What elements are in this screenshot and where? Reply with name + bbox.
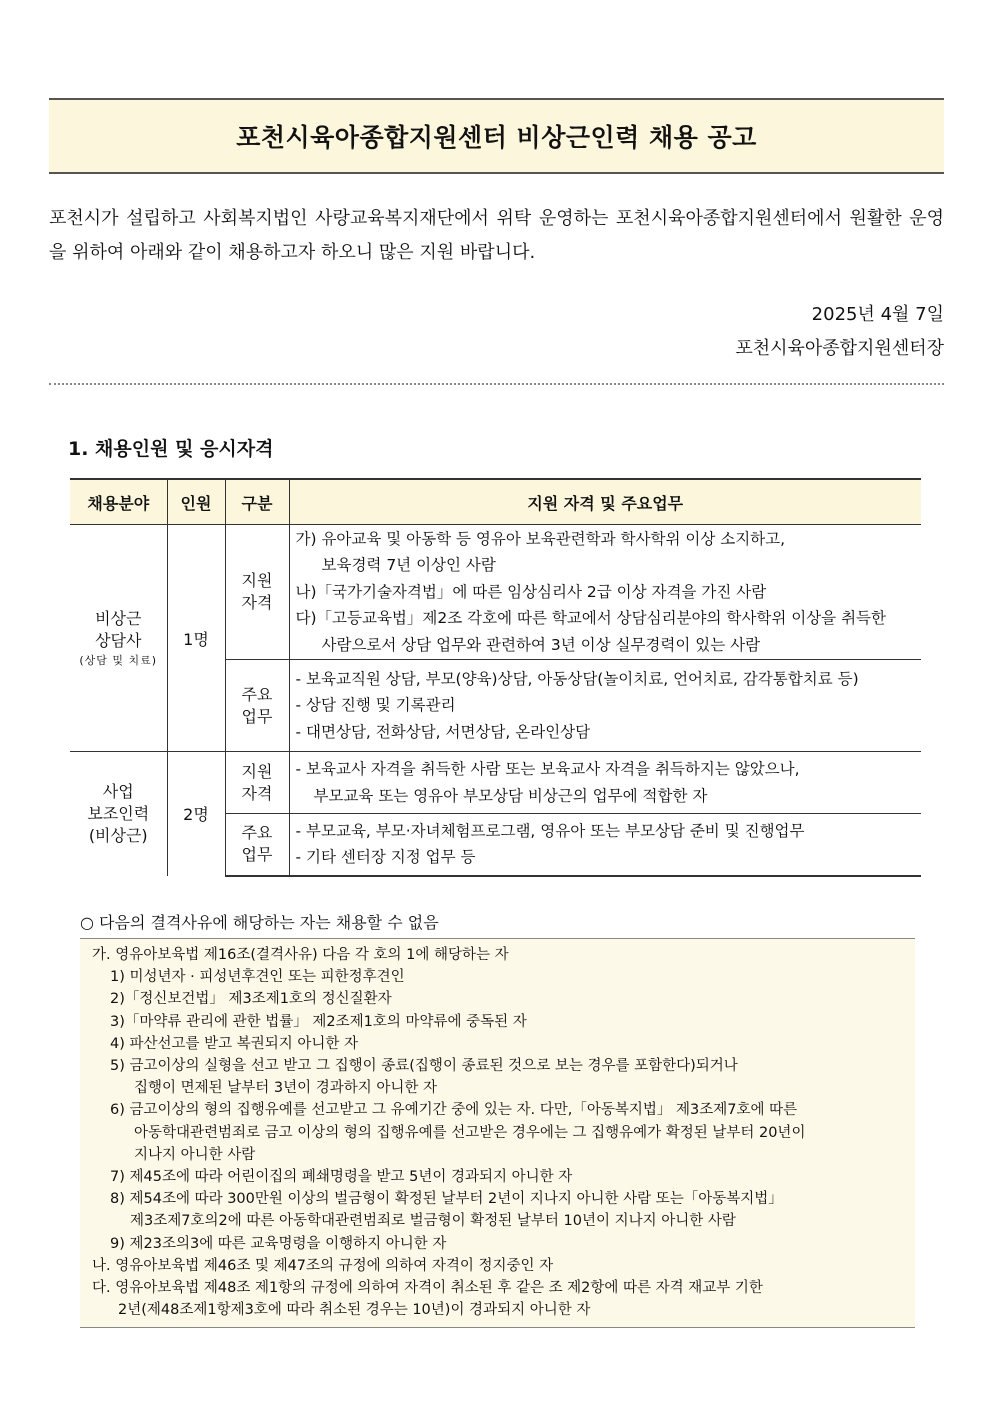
- table-header-row: [70, 479, 921, 525]
- disqualification-line: 6) 금고이상의 형의 집행유예를 선고받고 그 유예기간 중에 있는 자. 다만,「아동복지법」 제3조제7호에 따른: [110, 1102, 798, 1119]
- field-note: (상담 및 치료): [79, 654, 158, 667]
- field-name-line: 사업: [102, 781, 134, 801]
- duty-label: 주요: [241, 684, 273, 704]
- disqualification-line: 8) 제54조에 따라 300만원 이상의 벌금형이 확정된 날부터 2년이 지나지 아니한 사람 또는「아동복지법」: [110, 1191, 783, 1208]
- duty-details-cell: [289, 814, 921, 876]
- count-cell: 1명: [167, 525, 225, 752]
- header-category: 구분: [225, 479, 289, 525]
- recruitment-table: [70, 478, 921, 877]
- duty-label: 업무: [241, 845, 273, 865]
- detail-line: 사람으로서 상담 업무와 관련하여 3년 이상 실무경력이 있는 사람: [321, 635, 761, 654]
- detail-line: - 대면상담, 전화상담, 서면상담, 온라인상담: [295, 722, 591, 741]
- detail-line: 다)「고등교육법」제2조 각호에 따른 학교에서 상담심리분야의 학사학위 이상을 취득한: [295, 609, 886, 628]
- qual-label-cell: [225, 525, 289, 660]
- field-name-line: 보조인력: [87, 803, 150, 823]
- disqualification-line: 1) 미성년자 · 피성년후견인 또는 피한정후견인: [110, 969, 405, 986]
- title-box: [49, 98, 944, 174]
- duty-label: 주요: [241, 823, 273, 843]
- duty-details-cell: [289, 660, 921, 752]
- disqualification-line: 다. 영유아보육법 제48조 제1항의 규정에 의하여 자격이 취소된 후 같은 조 제2항에 따른 자격 재교부 기한: [92, 1280, 763, 1297]
- disqualification-line: 제3조제7호의2에 따른 아동학대관련범죄로 벌금형이 확정된 날부터 10년이 지나지 아니한 사람: [130, 1213, 736, 1230]
- section-title: 1. 채용인원 및 응시자격: [68, 438, 274, 460]
- duty-label: 업무: [241, 706, 273, 726]
- header-details: 지원 자격 및 주요업무: [289, 479, 921, 525]
- intro-paragraph: 포천시가 설립하고 사회복지법인 사랑교육복지재단에서 위탁 운영하는 포천시육아종합지원센터에서 원활한 운영을 위하여 아래와 같이 채용하고자 하오니 많은 지원 바랍니다.: [49, 208, 944, 263]
- disqualification-line: 가. 영유아보육법 제16조(결격사유) 다음 각 호의 1에 해당하는 자: [92, 947, 509, 963]
- dotted-divider: [49, 383, 944, 385]
- detail-line: 부모교육 또는 영유아 부모상담 비상근의 업무에 적합한 자: [313, 786, 708, 805]
- disqualification-line: 집행이 면제된 날부터 3년이 경과하지 아니한 자: [134, 1080, 438, 1097]
- disqualification-line: 9) 제23조의3에 따른 교육명령을 이행하지 아니한 자: [110, 1235, 447, 1252]
- detail-line: - 상담 진행 및 기록관리: [295, 696, 456, 715]
- header-field: 채용분야: [70, 479, 167, 525]
- disqualification-line: 2년(제48조제1항제3호에 따라 취소된 경우는 10년)이 경과되지 아니한 자: [118, 1302, 591, 1319]
- qual-label: 지원: [241, 761, 273, 781]
- table-row: [70, 525, 921, 660]
- qual-label-cell: [225, 752, 289, 814]
- qual-details-cell: [289, 752, 921, 814]
- detail-line: - 보육교직원 상담, 부모(양육)상담, 아동상담(놀이치료, 언어치료, 감각통합치료 등): [295, 669, 859, 688]
- qual-details-cell: [289, 525, 921, 660]
- field-cell: [70, 525, 167, 752]
- page-title: 포천시육아종합지원센터 비상근인력 채용 공고: [236, 123, 757, 152]
- detail-line: - 기타 센터장 지정 업무 등: [295, 848, 476, 867]
- detail-line: - 보육교사 자격을 취득한 사람 또는 보육교사 자격을 취득하지는 않았으나,: [295, 760, 800, 778]
- detail-line: 보육경력 7년 이상인 사람: [321, 556, 496, 575]
- detail-line: 가) 유아교육 및 아동학 등 영유아 보육관련학과 학사학위 이상 소지하고,: [295, 529, 786, 548]
- disqualification-line: 5) 금고이상의 실형을 선고 받고 그 집행이 종료(집행이 종료된 것으로 보는 경우를 포함한다)되거나: [110, 1058, 738, 1075]
- disqualification-line: 2)「정신보건법」 제3조제1호의 정신질환자: [110, 991, 392, 1008]
- header-count: 인원: [167, 479, 225, 525]
- disqualification-line: 3)「마약류 관리에 관한 법률」 제2조제1호의 마약류에 중독된 자: [110, 1013, 527, 1030]
- disqualification-box: [80, 938, 915, 1328]
- disqualification-line: 4) 파산선고를 받고 복권되지 아니한 자: [110, 1035, 359, 1052]
- field-name-line: (비상근): [88, 825, 148, 845]
- disqualification-heading: ○ 다음의 결격사유에 해당하는 자는 채용할 수 없음: [80, 913, 439, 932]
- disqualification-line: 7) 제45조에 따라 어린이집의 폐쇄명령을 받고 5년이 경과되지 아니한 자: [110, 1169, 573, 1186]
- qual-label: 자격: [241, 593, 273, 612]
- qual-label: 지원: [241, 571, 273, 590]
- qual-label: 자격: [241, 783, 273, 803]
- field-name-line: 상담사: [95, 631, 142, 650]
- count-cell: 2명: [167, 752, 225, 876]
- disqualification-line: 아동학대관련범죄로 금고 이상의 형의 집행유예를 선고받은 경우에는 그 집행유예가 확정된 날부터 20년이: [134, 1124, 806, 1141]
- detail-line: - 부모교육, 부모·자녀체험프로그램, 영유아 또는 부모상담 준비 및 진행업무: [295, 821, 805, 840]
- disqualification-line: 지나지 아니한 사람: [134, 1146, 256, 1163]
- table-row: [70, 752, 921, 814]
- notice-date: 2025년 4월 7일: [811, 304, 944, 325]
- field-name-line: 비상근: [95, 609, 142, 628]
- notice-issuer: 포천시육아종합지원센터장: [735, 338, 944, 359]
- detail-line: 나)「국가기술자격법」에 따른 임상심리사 2급 이상 자격을 가진 사람: [295, 582, 767, 601]
- disqualification-line: 나. 영유아보육법 제46조 및 제47조의 규정에 의하여 자격이 정지중인 자: [92, 1257, 554, 1274]
- duty-label-cell: [225, 660, 289, 752]
- duty-label-cell: [225, 814, 289, 876]
- field-cell: [70, 752, 167, 876]
